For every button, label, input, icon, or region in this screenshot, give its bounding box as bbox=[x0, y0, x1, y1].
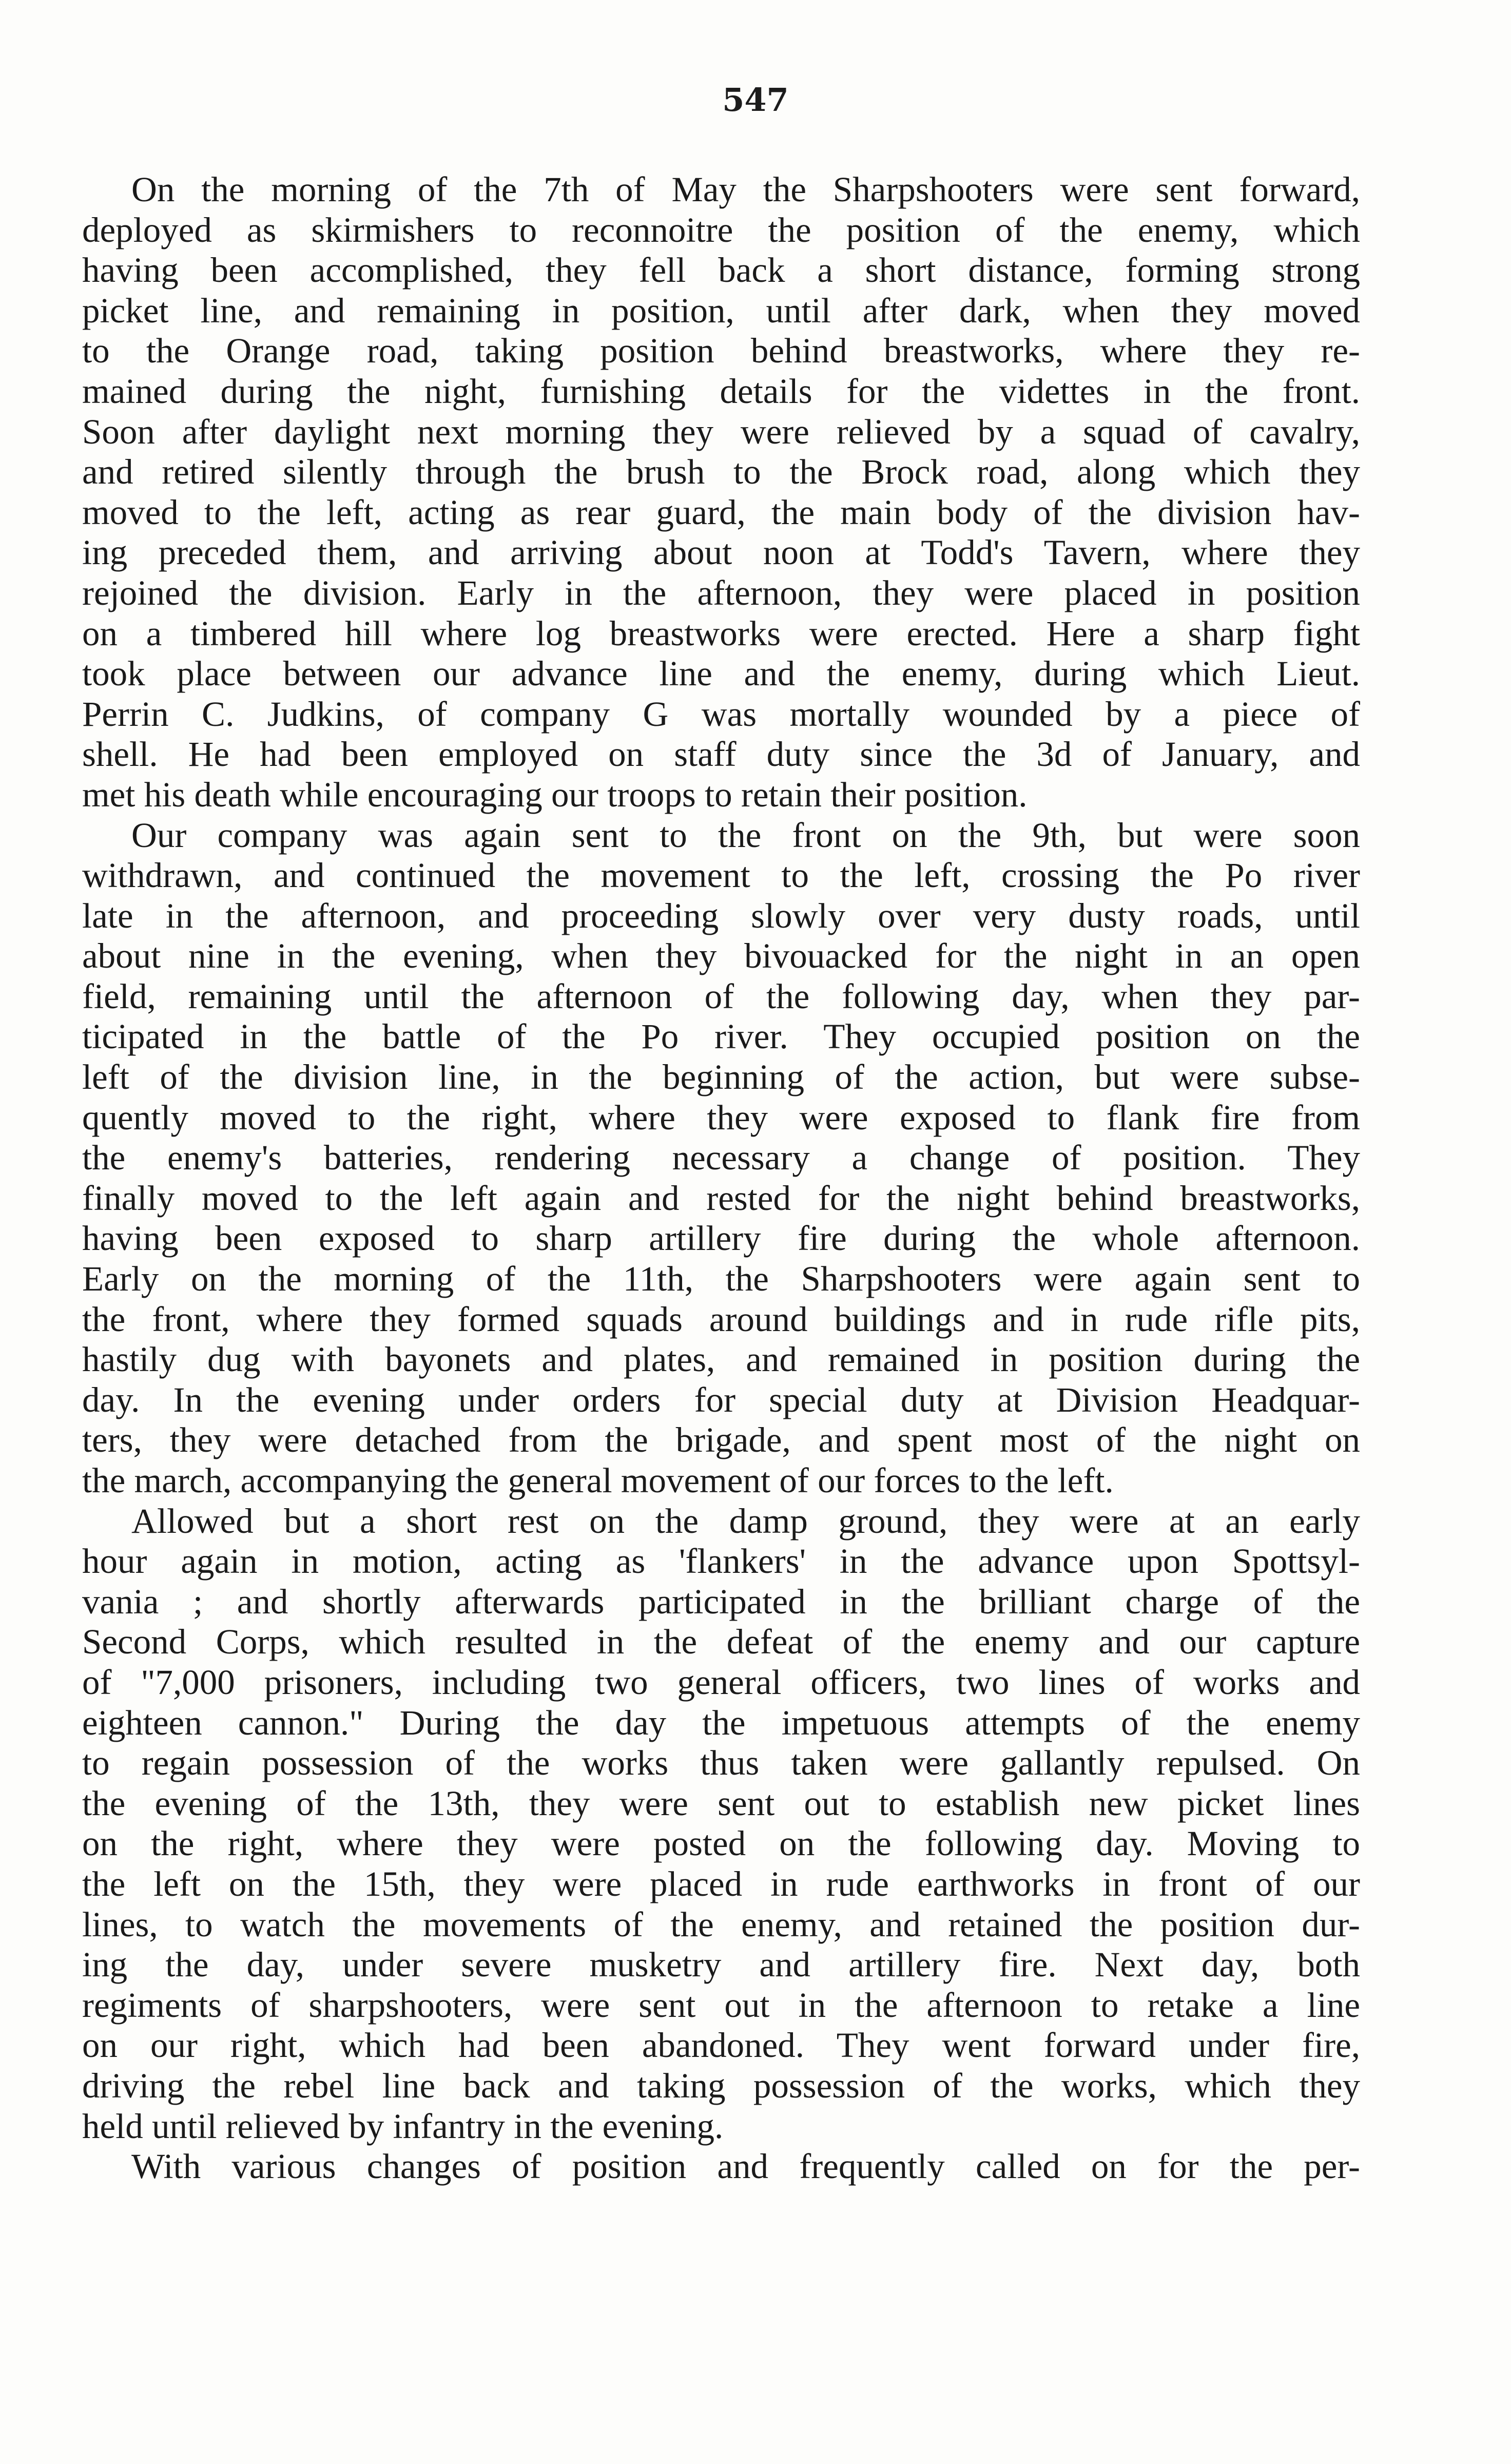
text-line: the evening of the 13th, they were sent out to establish new picket lines bbox=[82, 1783, 1360, 1823]
text-line: eighteen cannon." During the day the impetuous attempts of the enemy bbox=[82, 1703, 1360, 1742]
text-line: shell. He had been employed on staff duty since the 3d of January, and bbox=[82, 735, 1360, 774]
text-line: Our company was again sent to the front on the 9th, but were soon bbox=[131, 815, 1360, 855]
text-line: regiments of sharpshooters, were sent out in the afternoon to retake a line bbox=[82, 1985, 1360, 2025]
text-line: left of the division line, in the beginning of the action, but were subse- bbox=[82, 1057, 1360, 1097]
text-line: on our right, which had been abandoned. They went forward under fire, bbox=[82, 2026, 1360, 2065]
text-line: rejoined the division. Early in the afternoon, they were placed in position bbox=[82, 573, 1360, 612]
text-line: Soon after daylight next morning they were relieved by a squad of cavalry, bbox=[82, 412, 1360, 451]
text-line: about nine in the evening, when they bivouacked for the night in an open bbox=[82, 936, 1360, 976]
text-line: Early on the morning of the 11th, the Sharpshooters were again sent to bbox=[82, 1259, 1360, 1299]
text-line: finally moved to the left again and rested for the night behind breastworks, bbox=[82, 1178, 1360, 1218]
text-line: Perrin C. Judkins, of company G was mortally wounded by a piece of bbox=[82, 694, 1360, 734]
text-line: the march, accompanying the general movement of our forces to the left. bbox=[82, 1461, 1114, 1500]
text-line: lines, to watch the movements of the enemy, and retained the position dur- bbox=[82, 1904, 1360, 1944]
text-line: On the morning of the 7th of May the Sharpshooters were sent forward, bbox=[131, 170, 1360, 209]
text-line: and retired silently through the brush to the Brock road, along which they bbox=[82, 452, 1360, 492]
text-line: ticipated in the battle of the Po river. They occupied position on the bbox=[82, 1017, 1360, 1056]
text-line: took place between our advance line and the enemy, during which Lieut. bbox=[82, 654, 1360, 694]
text-line: on the right, where they were posted on the following day. Moving to bbox=[82, 1824, 1360, 1863]
text-line: ters, they were detached from the brigade, and spent most of the night on bbox=[82, 1420, 1360, 1460]
text-line: the front, where they formed squads around buildings and in rude rifle pits, bbox=[82, 1299, 1360, 1339]
text-line: ing preceded them, and arriving about noon at Todd's Tavern, where they bbox=[82, 533, 1360, 572]
text-line: late in the afternoon, and proceeding slowly over very dusty roads, until bbox=[82, 896, 1360, 935]
text-line: withdrawn, and continued the movement to the left, crossing the Po river bbox=[82, 856, 1360, 895]
page-number: 547 bbox=[722, 81, 789, 119]
text-line: to regain possession of the works thus taken were gallantly repulsed. On bbox=[82, 1743, 1360, 1783]
text-line: having been exposed to sharp artillery fire during the whole afternoon. bbox=[82, 1219, 1360, 1258]
text-line: Allowed but a short rest on the damp ground, they were at an early bbox=[131, 1501, 1360, 1541]
text-line: on a timbered hill where log breastworks were erected. Here a sharp fight bbox=[82, 613, 1360, 653]
text-line: ing the day, under severe musketry and artillery fire. Next day, both bbox=[82, 1945, 1360, 1985]
text-line: the left on the 15th, they were placed in rude earthworks in front of our bbox=[82, 1864, 1360, 1903]
text-line: the enemy's batteries, rendering necessary a change of position. They bbox=[82, 1138, 1360, 1178]
text-line: hastily dug with bayonets and plates, and remained in position during the bbox=[82, 1340, 1360, 1379]
text-line: day. In the evening under orders for special duty at Division Headquar- bbox=[82, 1380, 1360, 1419]
text-line: driving the rebel line back and taking possession of the works, which they bbox=[82, 2066, 1360, 2105]
text-line: hour again in motion, acting as 'flankers' in the advance upon Spottsyl- bbox=[82, 1542, 1360, 1581]
text-line: field, remaining until the afternoon of the following day, when they par- bbox=[82, 976, 1360, 1016]
text-line: of "7,000 prisoners, including two general officers, two lines of works and bbox=[82, 1662, 1360, 1702]
text-line: quently moved to the right, where they were exposed to flank fire from bbox=[82, 1098, 1360, 1137]
text-line: having been accomplished, they fell back a short distance, forming strong bbox=[82, 251, 1360, 290]
text-line: deployed as skirmishers to reconnoitre the position of the enemy, which bbox=[82, 210, 1360, 249]
text-line: vania ; and shortly afterwards participated in the brilliant charge of the bbox=[82, 1582, 1360, 1621]
text-line: Second Corps, which resulted in the defeat of the enemy and our capture bbox=[82, 1622, 1360, 1662]
text-line: moved to the left, acting as rear guard, the main body of the division hav- bbox=[82, 492, 1360, 532]
body-text bbox=[82, 169, 1360, 2187]
text-line: With various changes of position and frequently called on for the per- bbox=[131, 2147, 1360, 2186]
text-line: mained during the night, furnishing details for the videttes in the front. bbox=[82, 371, 1360, 411]
text-line: met his death while encouraging our troops to retain their position. bbox=[82, 775, 1028, 814]
text-line: held until relieved by infantry in the evening. bbox=[82, 2106, 724, 2146]
text-line: picket line, and remaining in position, until after dark, when they moved bbox=[82, 291, 1360, 330]
text-line: to the Orange road, taking position behind breastworks, where they re- bbox=[82, 331, 1360, 371]
